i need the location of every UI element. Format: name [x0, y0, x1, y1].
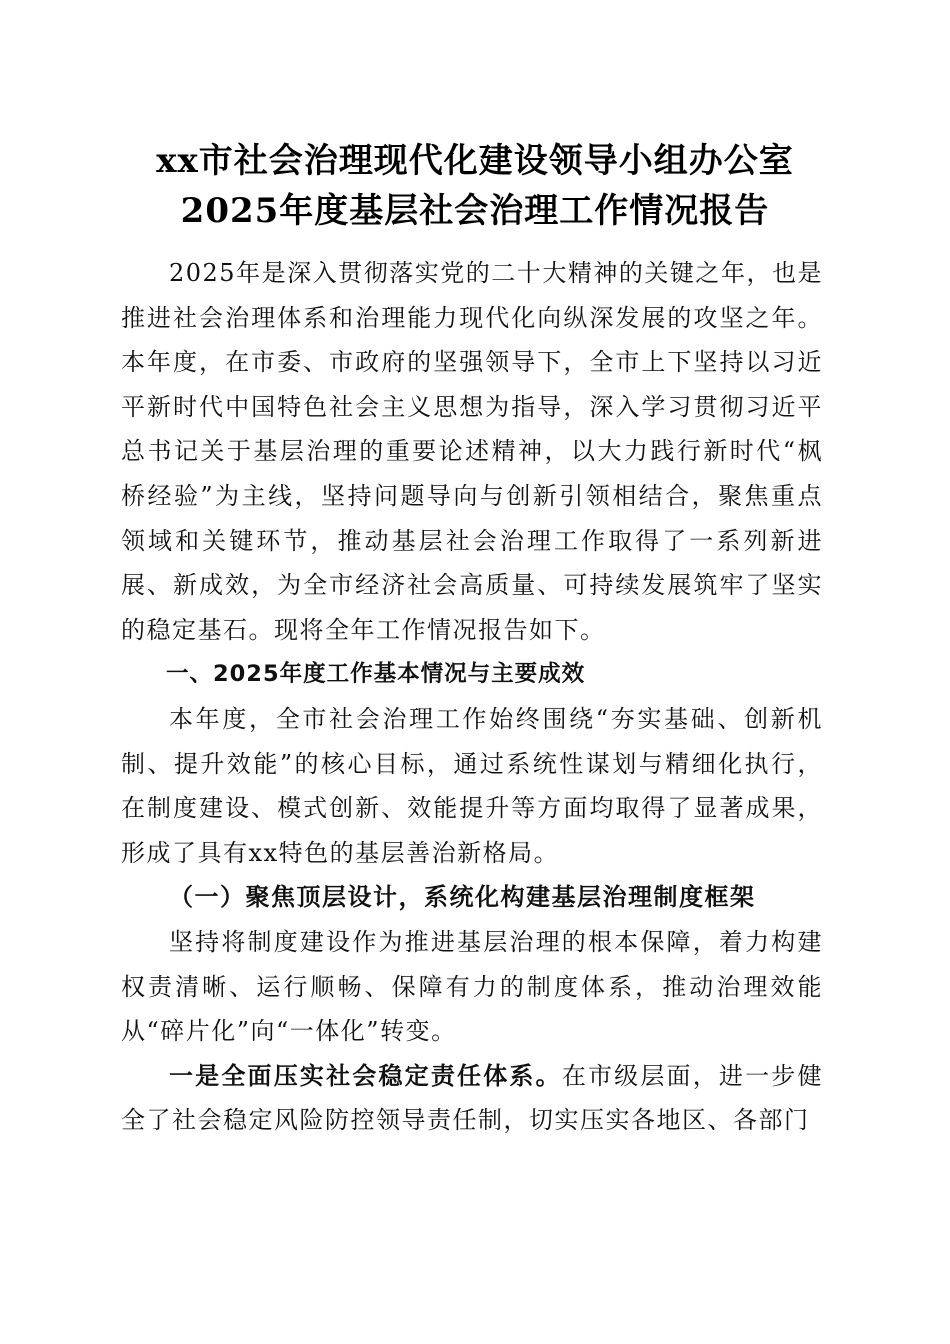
point-1-paragraph [121, 1054, 823, 1143]
title-line-1: xx市社会治理现代化建设领导小组办公室 [156, 141, 794, 181]
subsection-heading-1: （一）聚焦顶层设计，系统化构建基层治理制度框架 [169, 882, 756, 912]
document-body [121, 251, 823, 1143]
point-1-lead: 一是全面压实社会稳定责任体系。 [169, 1060, 562, 1090]
document-title [0, 136, 950, 236]
section-1-paragraph: 本年度，全市社会治理工作始终围绕“夯实基础、创新机制、提升效能”的核心目标，通过系统性谋划与精细化执行，在制度建设、模式创新、效能提升等方面均取得了显著成果，形成了具有xx特色的基层善治新格局。 [121, 704, 823, 867]
title-line-2: 2025年度基层社会治理工作情况报告 [180, 191, 770, 231]
intro-paragraph: 2025年是深入贯彻落实党的二十大精神的关键之年，也是推进社会治理体系和治理能力现代化向纵深发展的攻坚之年。本年度，在市委、市政府的坚强领导下，全市上下坚持以习近平新时代中国特色社会主义思想为指导，深入学习贯彻习近平总书记关于基层治理的重要论述精神，以大力践行新时代“枫桥经验”为主线，坚持问题导向与创新引领相结合，聚焦重点领域和关键环节，推动基层社会治理工作取得了一系列新进展、新成效，为全市经济社会高质量、可持续发展筑牢了坚实的稳定基石。现将全年工作情况报告如下。 [121, 259, 823, 644]
point-1-text: 在市级层面，进一步健全了社会稳定风险防控领导责任制，切实压实各地区、各部门 [121, 1061, 823, 1135]
section-heading-1: 一、2025年度工作基本情况与主要成效 [166, 661, 586, 688]
subsection-1-paragraph: 坚持将制度建设作为推进基层治理的根本保障，着力构建权责清晰、运行顺畅、保障有力的制度体系，推动治理效能从“碎片化”向“一体化”转变。 [121, 927, 823, 1046]
